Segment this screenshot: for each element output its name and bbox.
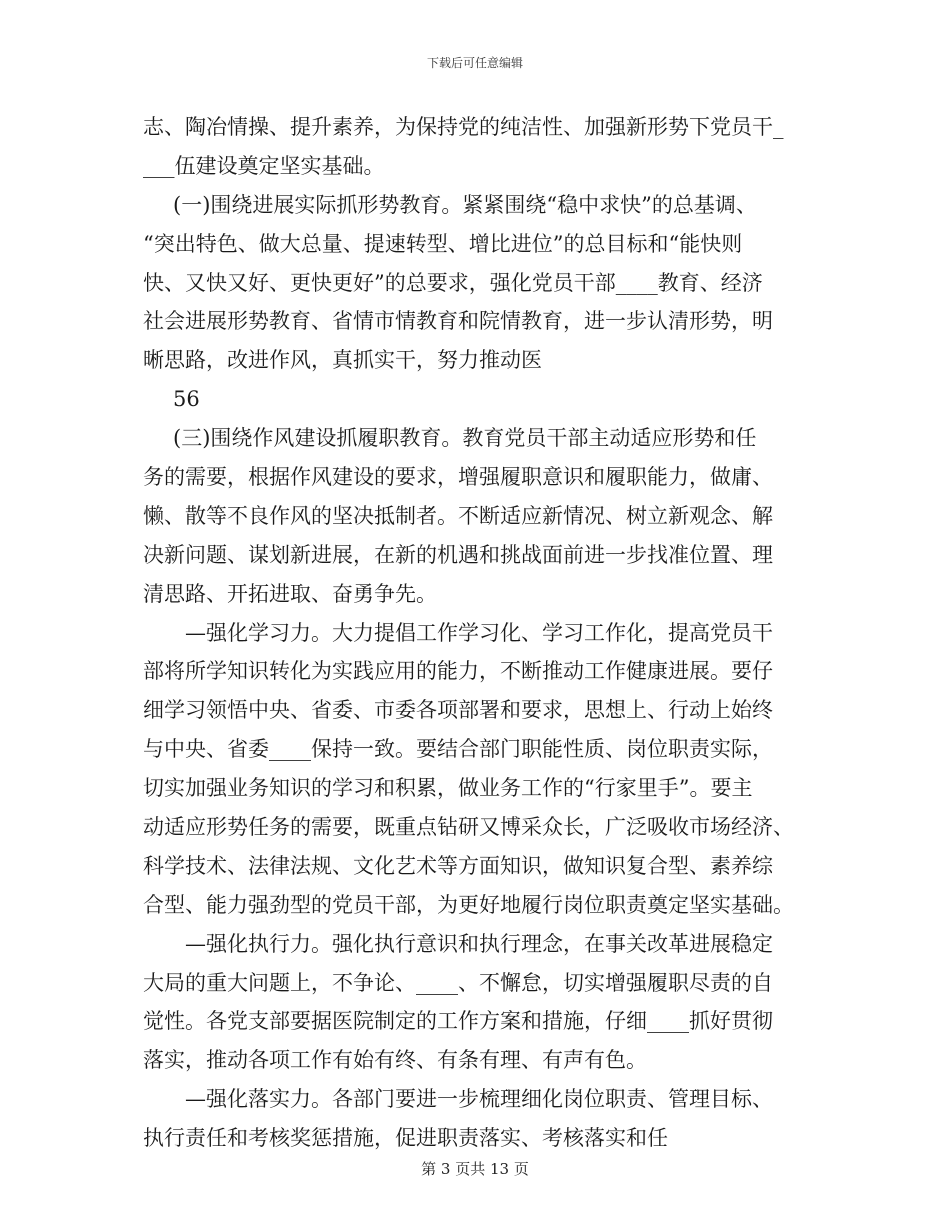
body-line: 晰思路，改进作风，真抓实干，努力推动医 bbox=[143, 348, 542, 373]
paragraph-start-line: —强化落实力。各部门要进一步梳理细化岗位职责、管理目标、 bbox=[185, 1087, 773, 1112]
body-line: 决新问题、谋划新进展，在新的机遇和挑战面前进一步找准位置、理 bbox=[143, 542, 773, 567]
stray-number-line: 56 bbox=[173, 387, 200, 412]
body-line: 合型、能力强劲型的党员干部，为更好地履行岗位职责奠定坚实基础。 bbox=[143, 892, 794, 917]
body-line: ___伍建设奠定坚实基础。 bbox=[143, 153, 385, 178]
body-line: 大局的重大问题上，不争论、____、不懈怠，切实增强履职尽责的自 bbox=[143, 970, 773, 995]
body-line: 动适应形势任务的需要，既重点钻研又博采众长，广泛吸收市场经济、 bbox=[143, 815, 794, 840]
body-line: 觉性。各党支部要据医院制定的工作方案和措施，仔细____抓好贯彻 bbox=[143, 1009, 773, 1034]
body-line: 快、又快又好、更快更好”的总要求，强化党员干部____教育、经济 bbox=[143, 270, 763, 295]
body-line: 与中央、省委____保持一致。要结合部门职能性质、岗位职责实际， bbox=[143, 737, 773, 762]
body-line: 清思路、开拓进取、奋勇争先。 bbox=[143, 581, 437, 606]
body-line: “突出特色、做大总量、提速转型、增比进位”的总目标和“能快则 bbox=[143, 231, 743, 256]
paragraph-start-line: —强化学习力。大力提倡工作学习化、学习工作化，提高党员干 bbox=[185, 620, 773, 645]
paragraph-start-line: (一)围绕进展实际抓形势教育。紧紧围绕“稳中求快”的总基调、 bbox=[173, 192, 757, 217]
paragraph-start-line: (三)围绕作风建设抓履职教育。教育党员干部主动适应形势和任 bbox=[173, 426, 757, 451]
body-line: 执行责任和考核奖惩措施，促进职责落实、考核落实和任 bbox=[143, 1126, 668, 1151]
body-line: 细学习领悟中央、省委、市委各项部署和要求，思想上、行动上始终 bbox=[143, 698, 773, 723]
body-line: 落实，推动各项工作有始有终、有条有理、有声有色。 bbox=[143, 1048, 647, 1073]
body-line: 社会进展形势教育、省情市情教育和院情教育，进一步认清形势，明 bbox=[143, 309, 773, 334]
body-line: 志、陶冶情操、提升素养，为保持党的纯洁性、加强新形势下党员干_ bbox=[143, 115, 784, 139]
body-line: 懒、散等不良作风的坚决抵制者。不断适应新情况、树立新观念、解 bbox=[143, 503, 773, 528]
body-line: 务的需要，根据作风建设的要求，增强履职意识和履职能力，做庸、 bbox=[143, 465, 773, 490]
page-header: 下载后可任意编辑 bbox=[426, 56, 523, 70]
body-line: 切实加强业务知识的学习和积累，做业务工作的“行家里手”。要主 bbox=[143, 776, 753, 801]
page-footer: 第 3 页共 13 页 bbox=[421, 1160, 529, 1178]
document-body bbox=[143, 108, 823, 1158]
body-line: 部将所学知识转化为实践应用的能力，不断推动工作健康进展。要仔 bbox=[143, 659, 773, 684]
body-line: 科学技术、法律法规、文化艺术等方面知识，做知识复合型、素养综 bbox=[143, 853, 773, 878]
paragraph-start-line: —强化执行力。强化执行意识和执行理念，在事关改革进展稳定 bbox=[185, 931, 773, 956]
